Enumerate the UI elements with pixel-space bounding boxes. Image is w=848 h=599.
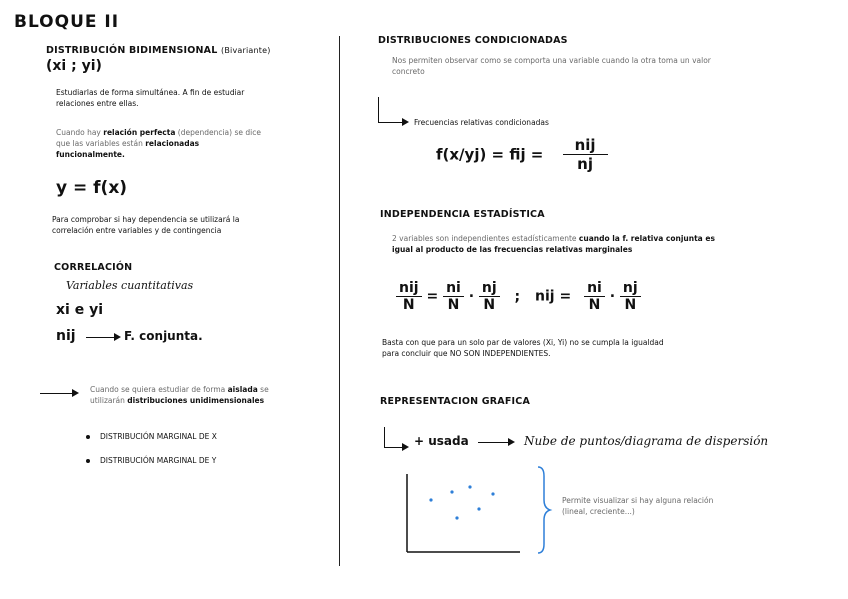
independencia-p1 bbox=[392, 233, 732, 255]
eq-frac-1 bbox=[396, 280, 422, 313]
aislada-arrow-head bbox=[72, 389, 79, 397]
repr-arrow-vertical bbox=[384, 427, 385, 447]
aislada-note bbox=[90, 384, 290, 406]
repr-plus-usada: + usada bbox=[414, 434, 469, 448]
scatter-point bbox=[429, 498, 432, 501]
eq-rhs: nij = bbox=[535, 288, 572, 305]
bidimensional-heading-note: (Bivariante) bbox=[221, 46, 271, 55]
bullet-dot bbox=[86, 459, 90, 463]
p2-mid: (dependencia) se dice que las variables están bbox=[56, 128, 261, 148]
xy-notation: xi e yi bbox=[56, 302, 103, 318]
indep-p1-pre: 2 variables son independientes estadísticamente bbox=[392, 234, 579, 243]
correlacion-heading: CORRELACIÓN bbox=[54, 262, 133, 273]
nij-arrow-line bbox=[86, 337, 116, 338]
cond-frac-den: nj bbox=[577, 155, 593, 173]
independence-equation bbox=[396, 280, 641, 313]
representacion-heading: REPRESENTACION GRAFICA bbox=[380, 396, 531, 407]
cond-formula-left: f(x/yj) = fij = bbox=[436, 145, 544, 164]
bullet-marginal-x: DISTRIBUCIÓN MARGINAL DE X bbox=[100, 432, 217, 441]
cond-arrow-head bbox=[402, 118, 409, 126]
independencia-p2: Basta con que para un solo par de valores (Xi, Yi) no se cumpla la igualdad para concluir que NO SON INDEPENDIENTES. bbox=[382, 338, 664, 358]
repr-note: Permite visualizar si hay alguna relación (lineal, creciente...) bbox=[562, 496, 714, 516]
cond-arrow-line bbox=[378, 122, 404, 123]
column-divider bbox=[339, 36, 340, 566]
aislada-b1: aislada bbox=[227, 385, 258, 394]
cond-frac-num: nij bbox=[563, 136, 608, 155]
cond-arrow-vertical bbox=[378, 97, 379, 122]
p2-pre: Cuando hay bbox=[56, 128, 104, 137]
bidimensional-heading-text: DISTRIBUCIÓN BIDIMENSIONAL bbox=[46, 45, 218, 56]
page-title: BLOQUE II bbox=[14, 12, 120, 32]
condicionadas-p1: Nos permiten observar como se comporta una variable cuando la otra toma un valor concreto bbox=[392, 56, 711, 76]
eq-frac-4 bbox=[584, 280, 605, 313]
correlacion-subtitle: Variables cuantitativas bbox=[66, 279, 194, 292]
aislada-pre: Cuando se quiera estudiar de forma bbox=[90, 385, 228, 394]
bullet-dot bbox=[86, 435, 90, 439]
independencia-heading: INDEPENDENCIA ESTADÍSTICA bbox=[380, 209, 545, 220]
curly-brace bbox=[538, 467, 550, 553]
conditional-formula bbox=[436, 136, 608, 173]
eq1-den: N bbox=[402, 297, 415, 313]
pair-notation: (xi ; yi) bbox=[46, 58, 102, 74]
eq5-num: nj bbox=[620, 280, 641, 297]
eq4-num: ni bbox=[584, 280, 605, 297]
eq-dot: · bbox=[468, 288, 475, 305]
eq-equal: = bbox=[426, 288, 439, 305]
bidimensional-p2 bbox=[56, 127, 261, 160]
eq-frac-3 bbox=[479, 280, 500, 313]
scatter-point bbox=[455, 516, 458, 519]
eq-frac-5 bbox=[620, 280, 641, 313]
indep-p1-bold: cuando la f. relativa conjunta es igual al producto de las frecuencias relativas marginales bbox=[392, 234, 715, 254]
eq2-den: N bbox=[447, 297, 460, 313]
eq-dot: · bbox=[609, 288, 616, 305]
cond-arrow-label: Frecuencias relativas condicionadas bbox=[414, 118, 549, 127]
eq4-den: N bbox=[588, 297, 601, 313]
repr-arrow2-line bbox=[478, 442, 510, 443]
eq3-num: nj bbox=[479, 280, 500, 297]
eq5-den: N bbox=[624, 297, 637, 313]
p2-bold2: relacionadas funcionalmente. bbox=[56, 139, 200, 159]
bidimensional-p1: Estudiarlas de forma simultánea. A fin de estudiar relaciones entre ellas. bbox=[56, 88, 245, 108]
p2-bold1: relación perfecta bbox=[103, 128, 176, 137]
scatter-point bbox=[477, 507, 480, 510]
nij-arrow-head bbox=[114, 333, 121, 341]
function-formula: y = f(x) bbox=[56, 178, 128, 198]
aislada-arrow-line bbox=[40, 393, 74, 394]
bullet-marginal-y: DISTRIBUCIÓN MARGINAL DE Y bbox=[100, 456, 217, 465]
repr-arrow-line bbox=[384, 447, 404, 448]
eq-frac-2 bbox=[443, 280, 464, 313]
bidimensional-heading bbox=[46, 45, 271, 56]
scatter-point bbox=[468, 485, 471, 488]
aislada-mid: se utilizarán bbox=[90, 385, 269, 405]
eq-semicolon: ; bbox=[514, 288, 521, 305]
repr-nube-label: Nube de puntos/diagrama de dispersión bbox=[524, 434, 769, 448]
eq2-num: ni bbox=[443, 280, 464, 297]
condicionadas-heading: DISTRIBUCIONES CONDICIONADAS bbox=[378, 35, 568, 46]
cond-fraction bbox=[563, 136, 608, 173]
eq3-den: N bbox=[483, 297, 496, 313]
repr-arrow-head bbox=[402, 443, 409, 451]
aislada-b2: distribuciones unidimensionales bbox=[127, 396, 265, 405]
bidimensional-p3: Para comprobar si hay dependencia se utilizará la correlación entre variables y de contingencia bbox=[52, 215, 240, 235]
nij-label: nij bbox=[56, 328, 76, 344]
fconj-label: F. conjunta. bbox=[124, 329, 203, 343]
scatter-diagram bbox=[400, 462, 560, 562]
scatter-point bbox=[491, 492, 494, 495]
scatter-point bbox=[450, 490, 453, 493]
repr-arrow2-head bbox=[508, 438, 515, 446]
eq1-num: nij bbox=[396, 280, 422, 297]
